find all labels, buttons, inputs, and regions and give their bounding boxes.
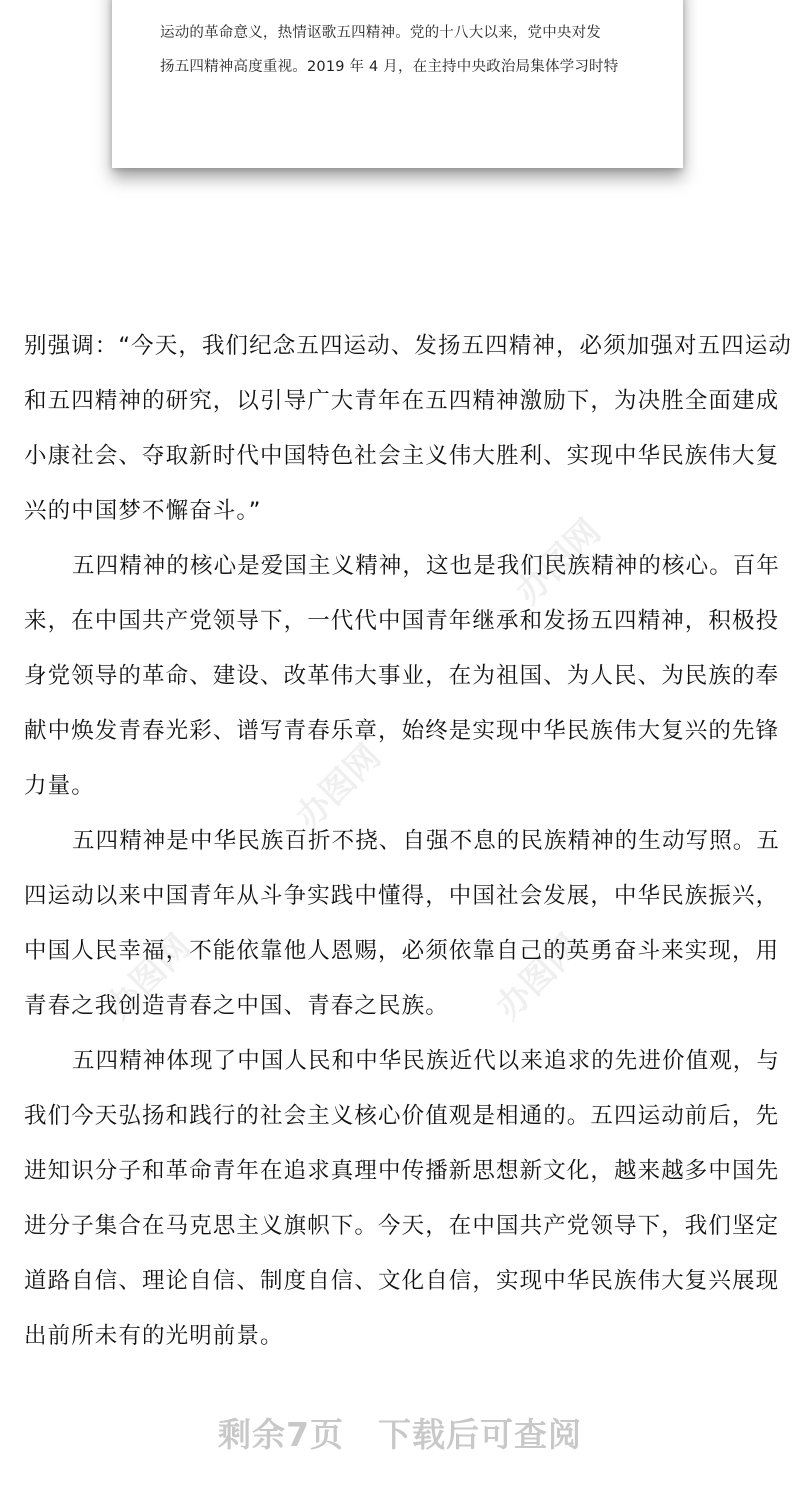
paragraph: 五四精神的核心是爱国主义精神，这也是我们民族精神的核心。百年来，在中国共产党领导下，一代代中国青年继承和发扬五四精神，积极投身党领导的革命、建设、改革伟大事业，在为祖国、为人民、为民族的奉献中焕发青春光彩、谱写青春乐章，始终是实现中华民族伟大复兴的先锋力量。 [24, 553, 781, 799]
watermark: 办图网 [508, 511, 609, 613]
paragraph: 别强调：“今天，我们纪念五四运动、发扬五四精神，必须加强对五四运动和五四精神的研究，以引导广大青年在五四精神激励下，为决胜全面建成小康社会、夺取新时代中国特色社会主义伟大胜利、实现中华民族伟大复兴的中国梦不懈奋斗。” [24, 333, 792, 524]
paragraph: 五四精神体现了中国人民和中华民族近代以来追求的先进价值观，与我们今天弘扬和践行的社会主义核心价值观是相通的。五四运动前后，先进知识分子和革命青年在追求真理中传播新思想新文化，越来越多中国先进分子集合在马克思主义旗帜下。今天，在中国共产党领导下，我们坚定道路自信、理论自信、制度自信、文化自信，实现中华民族伟大复兴展现出前所未有的光明前景。 [24, 1048, 781, 1349]
preview-line: 扬五四精神高度重视。2019 年 4 月，在主持中央政治局集体学习时特 [160, 59, 619, 75]
download-to-read-label: 下载后可查阅 [377, 1414, 582, 1454]
remaining-pages-label: 剩余7页 [218, 1414, 344, 1454]
watermark: 办图网 [288, 736, 389, 838]
document-preview-card [112, 0, 683, 168]
read-more-button[interactable] [0, 1400, 800, 1464]
paragraph: 五四精神是中华民族百折不挠、自强不息的民族精神的生动写照。五四运动以来中国青年从斗争实践中懂得，中国社会发展，中华民族振兴，中国人民幸福，不能依靠他人恩赐，必须依靠自己的英勇奋斗来实现，用青春之我创造青春之中国、青春之民族。 [24, 828, 781, 1019]
watermark: 办图网 [488, 926, 589, 1028]
article-body [24, 319, 794, 1364]
preview-line: 运动的革命意义，热情讴歌五四精神。党的十八大以来，党中央对发 [160, 25, 601, 41]
watermark: 办图网 [98, 926, 199, 1028]
